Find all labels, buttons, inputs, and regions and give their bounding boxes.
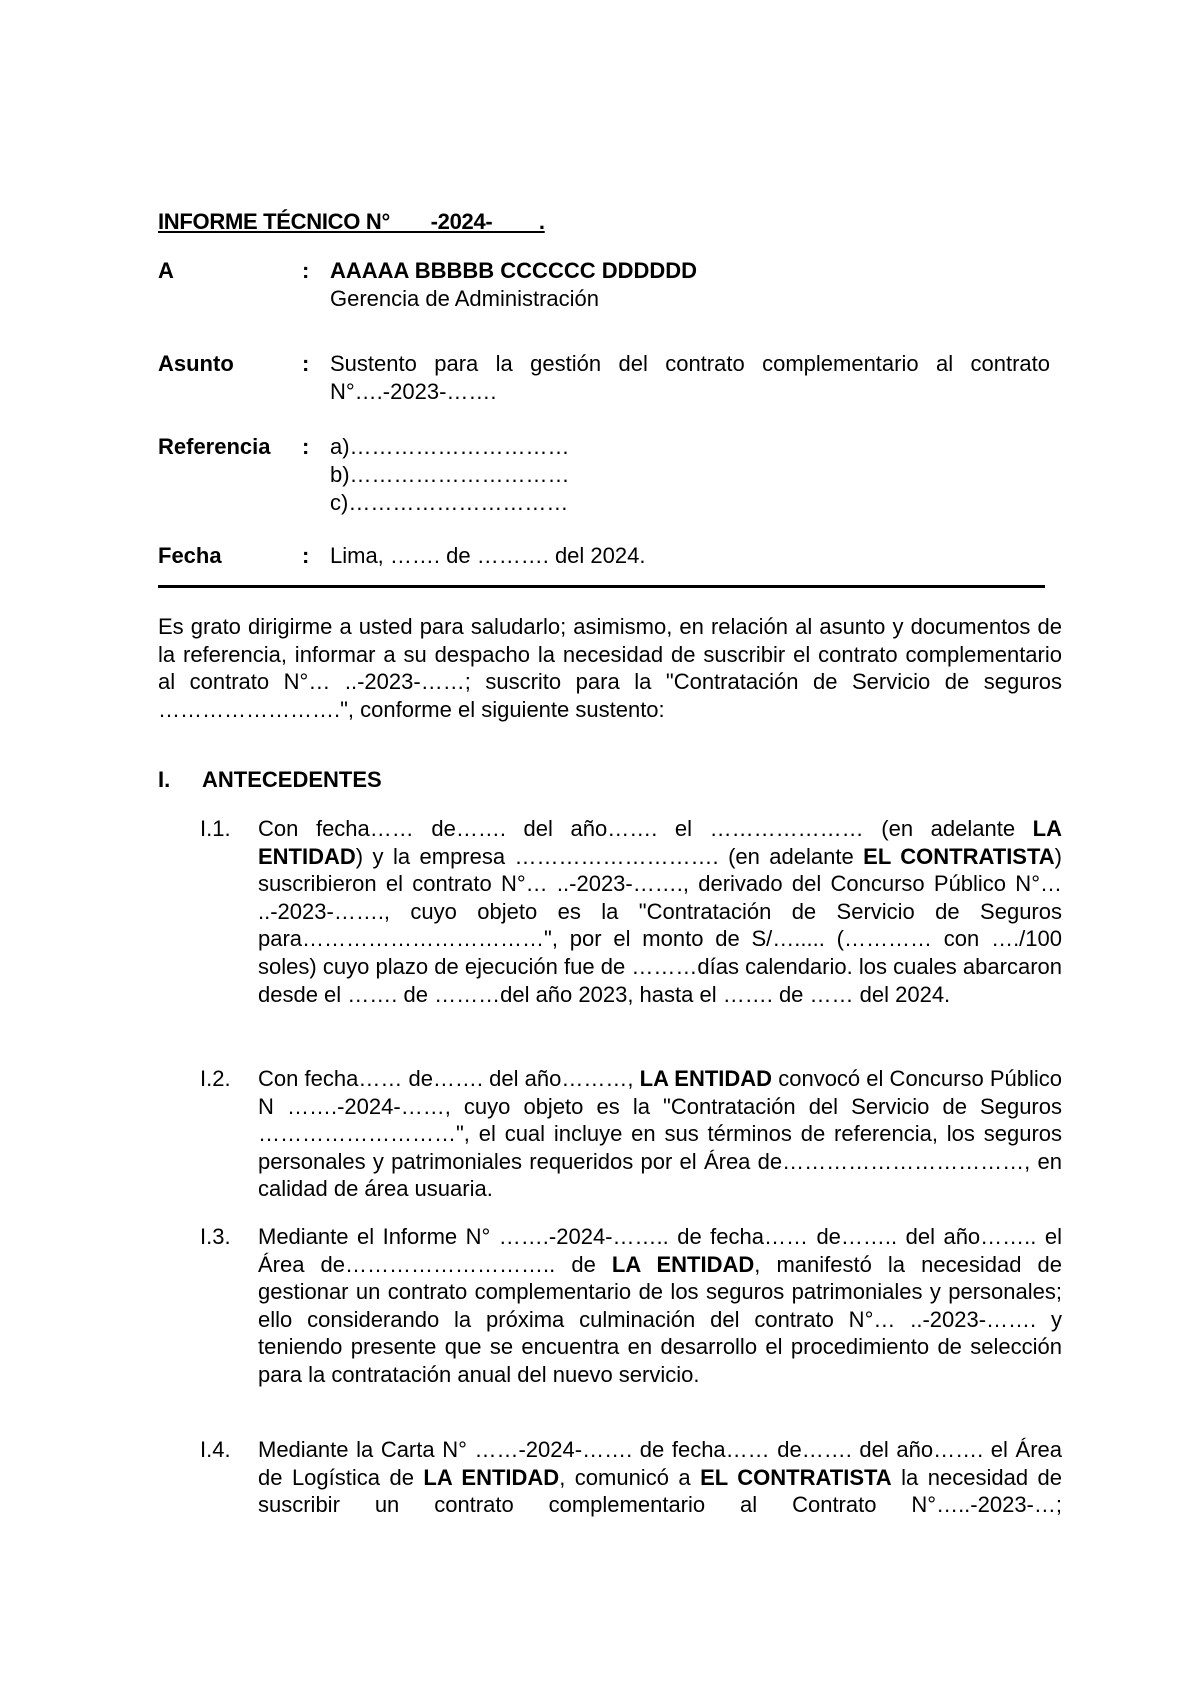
- item-number: I.3.: [200, 1224, 231, 1249]
- subject-value: Sustento para la gestión del contrato complementario al contrato N°….-2023-…….: [330, 351, 1050, 404]
- item-text-run: ) suscribieron el contrato N°… ..-2023-……., derivado del Concurso Público N°… ..-2023-……., cuyo objeto es la "Contratación de Servicio de Seguros para……………………………", por el monto de S/…..... (………… con …./100 soles) cuyo plazo de ejecución fue de ………días calendario. los cuales abarcaron desde el ……. de ………del año 2023, hasta el ……. de …… del 2024.: [258, 843, 1062, 1007]
- item-contractor-name: EL CONTRATISTA: [700, 1464, 892, 1490]
- item-text-run: convocó el Concurso Público N …….-2024-……, cuyo objeto es la "Contratación del Servicio de Seguros ………………………", el cual incluye en sus términos de referencia, los seguros personales y patrimoniales requeridos por el Área de……………………………, en calidad de área usuaria.: [258, 1066, 1063, 1202]
- item-text-run: , comunicó a: [559, 1464, 701, 1490]
- reference-list: [330, 433, 1050, 517]
- intro-paragraph: Es grato dirigirme a usted para saludarlo; asimismo, en relación al asunto y documentos de la referencia, informar a su despacho la necesidad de suscribir el contrato complementario al contrato N°… ..-2023-……; suscrito para la "Contratación de Servicio de seguros …………………….", conforme el siguiente sustento:: [158, 614, 1062, 722]
- header-to: [158, 257, 1058, 313]
- item-text-run: Con fecha…… de……. del año………,: [258, 1066, 640, 1091]
- colon: :: [302, 351, 310, 376]
- item-entity-name: LA ENTIDAD: [423, 1464, 560, 1490]
- item-number: I.1.: [200, 816, 231, 841]
- subject-label: Asunto: [158, 351, 234, 376]
- to-name: AAAAA BBBBB CCCCCC DDDDDD: [330, 258, 698, 283]
- to-department: Gerencia de Administración: [330, 286, 600, 311]
- date-label: Fecha: [158, 543, 222, 568]
- item-text: [258, 815, 1062, 1008]
- item-number: I.4.: [200, 1437, 231, 1462]
- document-title: INFORME TÉCNICO N° -2024- .: [158, 209, 545, 234]
- date-value: Lima, ……. de ………. del 2024.: [330, 543, 646, 568]
- header-subject: [158, 350, 1058, 406]
- section-title: ANTECEDENTES: [202, 767, 382, 792]
- item-entity-name: LA ENTIDAD: [639, 1066, 773, 1091]
- item-text-run: , manifestó la necesidad de gestionar un contrato complementario de los seguros patrimoniales y personales; ello considerando la próxima culminación del contrato N°… ..-2023-……. y teniendo presente que se encuentra en desarrollo el procedimiento de selección para la contratación anual del nuevo servicio.: [258, 1251, 1062, 1387]
- reference-item: c)…………………………: [330, 490, 569, 515]
- item-entity-name: LA ENTIDAD: [611, 1251, 755, 1277]
- reference-item: a)…………………………: [330, 434, 570, 459]
- item-text-run: Con fecha…… de……. del año……. el ………………… (en adelante: [258, 816, 1033, 841]
- colon: :: [302, 258, 310, 283]
- item-number: I.2.: [200, 1066, 231, 1091]
- separator-rule: [158, 585, 1045, 588]
- item-contractor-name: EL CONTRATISTA: [863, 843, 1055, 869]
- reference-item: b)…………………………: [330, 462, 570, 487]
- header-reference: [158, 433, 1058, 517]
- header-date: [158, 542, 1058, 570]
- item-text-run: Mediante la Carta N° ……-2024-……. de fecha…… de……. del año……. el Área de Logística de: [258, 1437, 1062, 1490]
- reference-label: Referencia: [158, 434, 271, 459]
- item-text-run: Mediante el Informe N° …….-2024-…….. de fecha…… de…….. del año…….. el Área de……………………….. de: [258, 1224, 1062, 1277]
- colon: :: [302, 543, 310, 568]
- item-text-run: ) y la empresa ………………………. (en adelante: [355, 843, 864, 869]
- to-value: [330, 257, 1050, 313]
- colon: :: [302, 434, 310, 459]
- to-label: A: [158, 258, 174, 283]
- item-text: [258, 1065, 1062, 1203]
- section-number: I.: [158, 767, 171, 792]
- item-entity-name: LA ENTIDAD: [258, 816, 1062, 869]
- item-text: [258, 1223, 1062, 1389]
- item-text: [258, 1436, 1062, 1519]
- item-text-run: la necesidad de suscribir un contrato complementario al Contrato N°…..-2023-…;: [258, 1464, 1062, 1518]
